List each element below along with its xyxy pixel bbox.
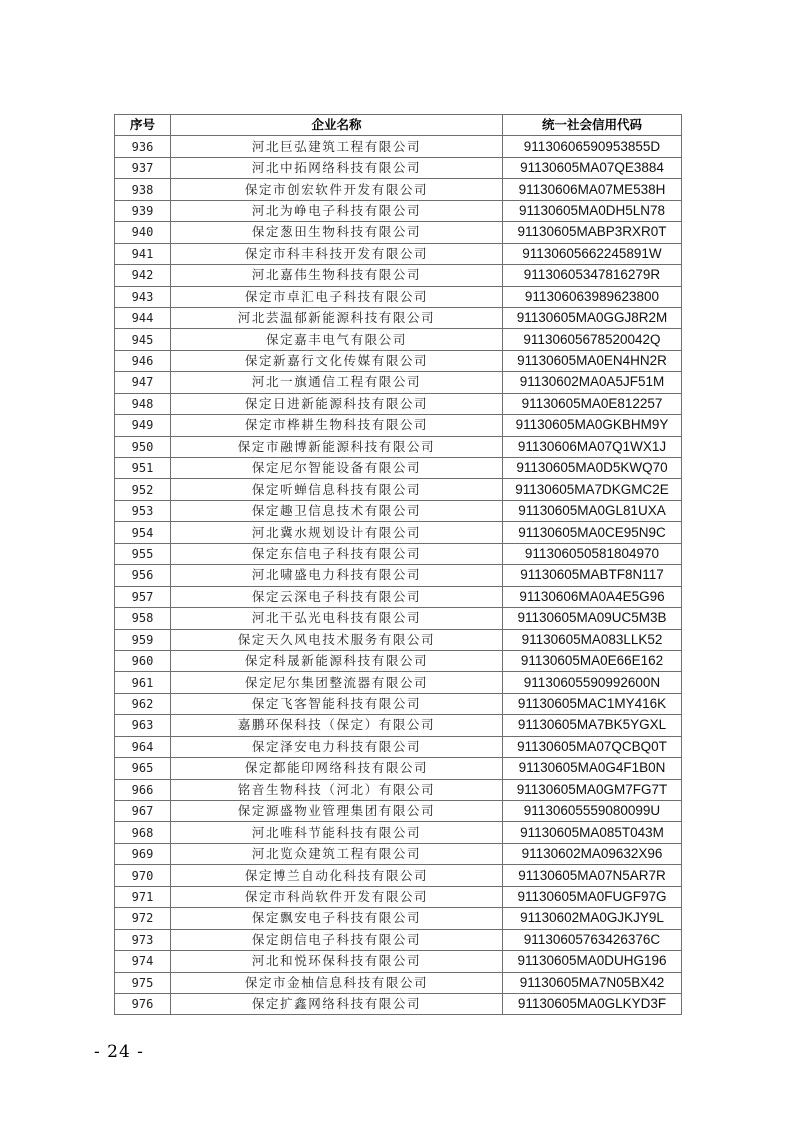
enterprise-name-cell: 河北嘉伟生物科技有限公司 bbox=[171, 265, 503, 286]
serial-number-cell: 938 bbox=[115, 179, 171, 200]
table-row bbox=[115, 801, 682, 822]
table-row bbox=[115, 157, 682, 178]
page-number: - 24 - bbox=[94, 1042, 144, 1062]
enterprise-name-cell: 保定都能印网络科技有限公司 bbox=[171, 758, 503, 779]
enterprise-name-cell: 河北啸盛电力科技有限公司 bbox=[171, 565, 503, 586]
serial-number-cell: 955 bbox=[115, 543, 171, 564]
credit-code-cell: 91130605MA085T043M bbox=[503, 822, 682, 843]
table-row bbox=[115, 543, 682, 564]
enterprise-name-cell: 保定泽安电力科技有限公司 bbox=[171, 736, 503, 757]
credit-code-cell: 91130606MA0A4E5G96 bbox=[503, 586, 682, 607]
serial-number-cell: 971 bbox=[115, 886, 171, 907]
table-row bbox=[115, 758, 682, 779]
enterprise-name-cell: 保定日进新能源科技有限公司 bbox=[171, 393, 503, 414]
credit-code-cell: 91130605MA09UC5M3B bbox=[503, 608, 682, 629]
credit-code-cell: 91130605MAC1MY416K bbox=[503, 693, 682, 714]
credit-code-cell: 91130605MABP3RXR0T bbox=[503, 222, 682, 243]
credit-code-cell: 91130605662245891W bbox=[503, 243, 682, 264]
credit-code-cell: 91130605MA083LLK52 bbox=[503, 629, 682, 650]
table-row bbox=[115, 993, 682, 1014]
credit-code-cell: 91130602MA0GJKJY9L bbox=[503, 908, 682, 929]
credit-code-cell: 91130605MA0EN4HN2R bbox=[503, 350, 682, 371]
table-row bbox=[115, 843, 682, 864]
table-row bbox=[115, 222, 682, 243]
serial-number-cell: 962 bbox=[115, 693, 171, 714]
serial-number-cell: 974 bbox=[115, 951, 171, 972]
table-row bbox=[115, 136, 682, 157]
credit-code-cell: 91130605678520042Q bbox=[503, 329, 682, 350]
serial-number-cell: 949 bbox=[115, 415, 171, 436]
enterprise-list-table bbox=[114, 114, 682, 1015]
credit-code-cell: 91130605MA0GL81UXA bbox=[503, 500, 682, 521]
header-serial-number: 序号 bbox=[115, 115, 171, 136]
serial-number-cell: 964 bbox=[115, 736, 171, 757]
enterprise-name-cell: 保定市金柚信息科技有限公司 bbox=[171, 972, 503, 993]
enterprise-name-cell: 保定市科尚软件开发有限公司 bbox=[171, 886, 503, 907]
table-row bbox=[115, 972, 682, 993]
table-row bbox=[115, 908, 682, 929]
table-row bbox=[115, 865, 682, 886]
credit-code-cell: 91130605MA0GM7FG7T bbox=[503, 779, 682, 800]
enterprise-name-cell: 保定尼尔集团整流器有限公司 bbox=[171, 672, 503, 693]
credit-code-cell: 91130605763426376C bbox=[503, 929, 682, 950]
table-row bbox=[115, 929, 682, 950]
table-row bbox=[115, 265, 682, 286]
enterprise-name-cell: 保定市卓汇电子科技有限公司 bbox=[171, 286, 503, 307]
enterprise-name-cell: 保定市融博新能源科技有限公司 bbox=[171, 436, 503, 457]
serial-number-cell: 970 bbox=[115, 865, 171, 886]
credit-code-cell: 91130605MA7BK5YGXL bbox=[503, 715, 682, 736]
table-row bbox=[115, 179, 682, 200]
credit-code-cell: 91130605347816279R bbox=[503, 265, 682, 286]
table-row bbox=[115, 372, 682, 393]
table-row bbox=[115, 693, 682, 714]
enterprise-name-cell: 河北冀水规划设计有限公司 bbox=[171, 522, 503, 543]
serial-number-cell: 942 bbox=[115, 265, 171, 286]
serial-number-cell: 958 bbox=[115, 608, 171, 629]
enterprise-name-cell: 保定源盛物业管理集团有限公司 bbox=[171, 801, 503, 822]
credit-code-cell: 91130605MA0DUHG196 bbox=[503, 951, 682, 972]
table-row bbox=[115, 715, 682, 736]
header-enterprise-name: 企业名称 bbox=[171, 115, 503, 136]
table-row bbox=[115, 200, 682, 221]
table-header-row bbox=[115, 115, 682, 136]
serial-number-cell: 972 bbox=[115, 908, 171, 929]
header-credit-code: 统一社会信用代码 bbox=[503, 115, 682, 136]
serial-number-cell: 952 bbox=[115, 479, 171, 500]
enterprise-name-cell: 河北一旗通信工程有限公司 bbox=[171, 372, 503, 393]
table-row bbox=[115, 307, 682, 328]
credit-code-cell: 91130605MA0GGJ8R2M bbox=[503, 307, 682, 328]
table-row bbox=[115, 672, 682, 693]
enterprise-name-cell: 保定市创宏软件开发有限公司 bbox=[171, 179, 503, 200]
table-row bbox=[115, 822, 682, 843]
serial-number-cell: 944 bbox=[115, 307, 171, 328]
serial-number-cell: 945 bbox=[115, 329, 171, 350]
enterprise-name-cell: 嘉鹏环保科技（保定）有限公司 bbox=[171, 715, 503, 736]
enterprise-name-cell: 保定科晟新能源科技有限公司 bbox=[171, 650, 503, 671]
table-row bbox=[115, 608, 682, 629]
enterprise-name-cell: 铭音生物科技（河北）有限公司 bbox=[171, 779, 503, 800]
table-row bbox=[115, 886, 682, 907]
enterprise-name-cell: 保定云深电子科技有限公司 bbox=[171, 586, 503, 607]
serial-number-cell: 973 bbox=[115, 929, 171, 950]
serial-number-cell: 948 bbox=[115, 393, 171, 414]
table-row bbox=[115, 586, 682, 607]
enterprise-name-cell: 保定葱田生物科技有限公司 bbox=[171, 222, 503, 243]
credit-code-cell: 91130606MA07Q1WX1J bbox=[503, 436, 682, 457]
serial-number-cell: 950 bbox=[115, 436, 171, 457]
enterprise-name-cell: 保定尼尔智能设备有限公司 bbox=[171, 458, 503, 479]
table-body bbox=[115, 136, 682, 1015]
table-row bbox=[115, 458, 682, 479]
table-row bbox=[115, 629, 682, 650]
table-row bbox=[115, 350, 682, 371]
enterprise-name-cell: 河北和悦环保科技有限公司 bbox=[171, 951, 503, 972]
serial-number-cell: 956 bbox=[115, 565, 171, 586]
credit-code-cell: 91130605MA07QCBQ0T bbox=[503, 736, 682, 757]
credit-code-cell: 91130605590992600N bbox=[503, 672, 682, 693]
table-row bbox=[115, 522, 682, 543]
serial-number-cell: 943 bbox=[115, 286, 171, 307]
table-row bbox=[115, 650, 682, 671]
serial-number-cell: 967 bbox=[115, 801, 171, 822]
credit-code-cell: 91130602MA09632X96 bbox=[503, 843, 682, 864]
enterprise-name-cell: 河北干弘光电科技有限公司 bbox=[171, 608, 503, 629]
enterprise-name-cell: 河北为峥电子科技有限公司 bbox=[171, 200, 503, 221]
serial-number-cell: 946 bbox=[115, 350, 171, 371]
serial-number-cell: 966 bbox=[115, 779, 171, 800]
enterprise-name-cell: 保定趣卫信息技术有限公司 bbox=[171, 500, 503, 521]
credit-code-cell: 91130605MA0E66E162 bbox=[503, 650, 682, 671]
serial-number-cell: 940 bbox=[115, 222, 171, 243]
credit-code-cell: 91130605MA0FUGF97G bbox=[503, 886, 682, 907]
credit-code-cell: 91130605MA07N5AR7R bbox=[503, 865, 682, 886]
credit-code-cell: 911306063989623800 bbox=[503, 286, 682, 307]
table-row bbox=[115, 393, 682, 414]
serial-number-cell: 936 bbox=[115, 136, 171, 157]
serial-number-cell: 960 bbox=[115, 650, 171, 671]
credit-code-cell: 91130605MA0CE95N9C bbox=[503, 522, 682, 543]
table-row bbox=[115, 329, 682, 350]
serial-number-cell: 937 bbox=[115, 157, 171, 178]
table-row bbox=[115, 951, 682, 972]
table-row bbox=[115, 243, 682, 264]
table-row bbox=[115, 500, 682, 521]
table-row bbox=[115, 415, 682, 436]
enterprise-name-cell: 保定东信电子科技有限公司 bbox=[171, 543, 503, 564]
credit-code-cell: 91130605559080099U bbox=[503, 801, 682, 822]
serial-number-cell: 969 bbox=[115, 843, 171, 864]
credit-code-cell: 91130605MA0GLKYD3F bbox=[503, 993, 682, 1014]
enterprise-name-cell: 河北览众建筑工程有限公司 bbox=[171, 843, 503, 864]
serial-number-cell: 963 bbox=[115, 715, 171, 736]
enterprise-name-cell: 保定扩鑫网络科技有限公司 bbox=[171, 993, 503, 1014]
credit-code-cell: 91130602MA0A5JF51M bbox=[503, 372, 682, 393]
serial-number-cell: 976 bbox=[115, 993, 171, 1014]
enterprise-name-cell: 河北芸温郁新能源科技有限公司 bbox=[171, 307, 503, 328]
serial-number-cell: 941 bbox=[115, 243, 171, 264]
enterprise-name-cell: 保定市科丰科技开发有限公司 bbox=[171, 243, 503, 264]
enterprise-name-cell: 河北巨弘建筑工程有限公司 bbox=[171, 136, 503, 157]
credit-code-cell: 91130605MABTF8N117 bbox=[503, 565, 682, 586]
credit-code-cell: 91130606MA07ME538H bbox=[503, 179, 682, 200]
table-row bbox=[115, 286, 682, 307]
credit-code-cell: 91130606590953855D bbox=[503, 136, 682, 157]
table-row bbox=[115, 736, 682, 757]
credit-code-cell: 91130605MA0E812257 bbox=[503, 393, 682, 414]
serial-number-cell: 947 bbox=[115, 372, 171, 393]
serial-number-cell: 957 bbox=[115, 586, 171, 607]
enterprise-name-cell: 保定博兰自动化科技有限公司 bbox=[171, 865, 503, 886]
enterprise-name-cell: 河北唯科节能科技有限公司 bbox=[171, 822, 503, 843]
serial-number-cell: 968 bbox=[115, 822, 171, 843]
table-row bbox=[115, 479, 682, 500]
credit-code-cell: 91130605MA0DH5LN78 bbox=[503, 200, 682, 221]
serial-number-cell: 961 bbox=[115, 672, 171, 693]
serial-number-cell: 965 bbox=[115, 758, 171, 779]
serial-number-cell: 975 bbox=[115, 972, 171, 993]
enterprise-name-cell: 保定新嘉行文化传媒有限公司 bbox=[171, 350, 503, 371]
enterprise-name-cell: 保定听蝉信息科技有限公司 bbox=[171, 479, 503, 500]
credit-code-cell: 91130605MA0G4F1B0N bbox=[503, 758, 682, 779]
serial-number-cell: 954 bbox=[115, 522, 171, 543]
serial-number-cell: 959 bbox=[115, 629, 171, 650]
table-row bbox=[115, 779, 682, 800]
table-row bbox=[115, 436, 682, 457]
credit-code-cell: 91130605MA7N05BX42 bbox=[503, 972, 682, 993]
serial-number-cell: 953 bbox=[115, 500, 171, 521]
enterprise-name-cell: 保定嘉丰电气有限公司 bbox=[171, 329, 503, 350]
enterprise-name-cell: 保定飘安电子科技有限公司 bbox=[171, 908, 503, 929]
credit-code-cell: 91130605MA7DKGMC2E bbox=[503, 479, 682, 500]
serial-number-cell: 939 bbox=[115, 200, 171, 221]
enterprise-name-cell: 河北中拓网络科技有限公司 bbox=[171, 157, 503, 178]
serial-number-cell: 951 bbox=[115, 458, 171, 479]
credit-code-cell: 911306050581804970 bbox=[503, 543, 682, 564]
credit-code-cell: 91130605MA0D5KWQ70 bbox=[503, 458, 682, 479]
enterprise-name-cell: 保定市桦耕生物科技有限公司 bbox=[171, 415, 503, 436]
table-row bbox=[115, 565, 682, 586]
credit-code-cell: 91130605MA0GKBHM9Y bbox=[503, 415, 682, 436]
credit-code-cell: 91130605MA07QE3884 bbox=[503, 157, 682, 178]
enterprise-name-cell: 保定天久风电技术服务有限公司 bbox=[171, 629, 503, 650]
enterprise-name-cell: 保定飞客智能科技有限公司 bbox=[171, 693, 503, 714]
enterprise-name-cell: 保定朗信电子科技有限公司 bbox=[171, 929, 503, 950]
